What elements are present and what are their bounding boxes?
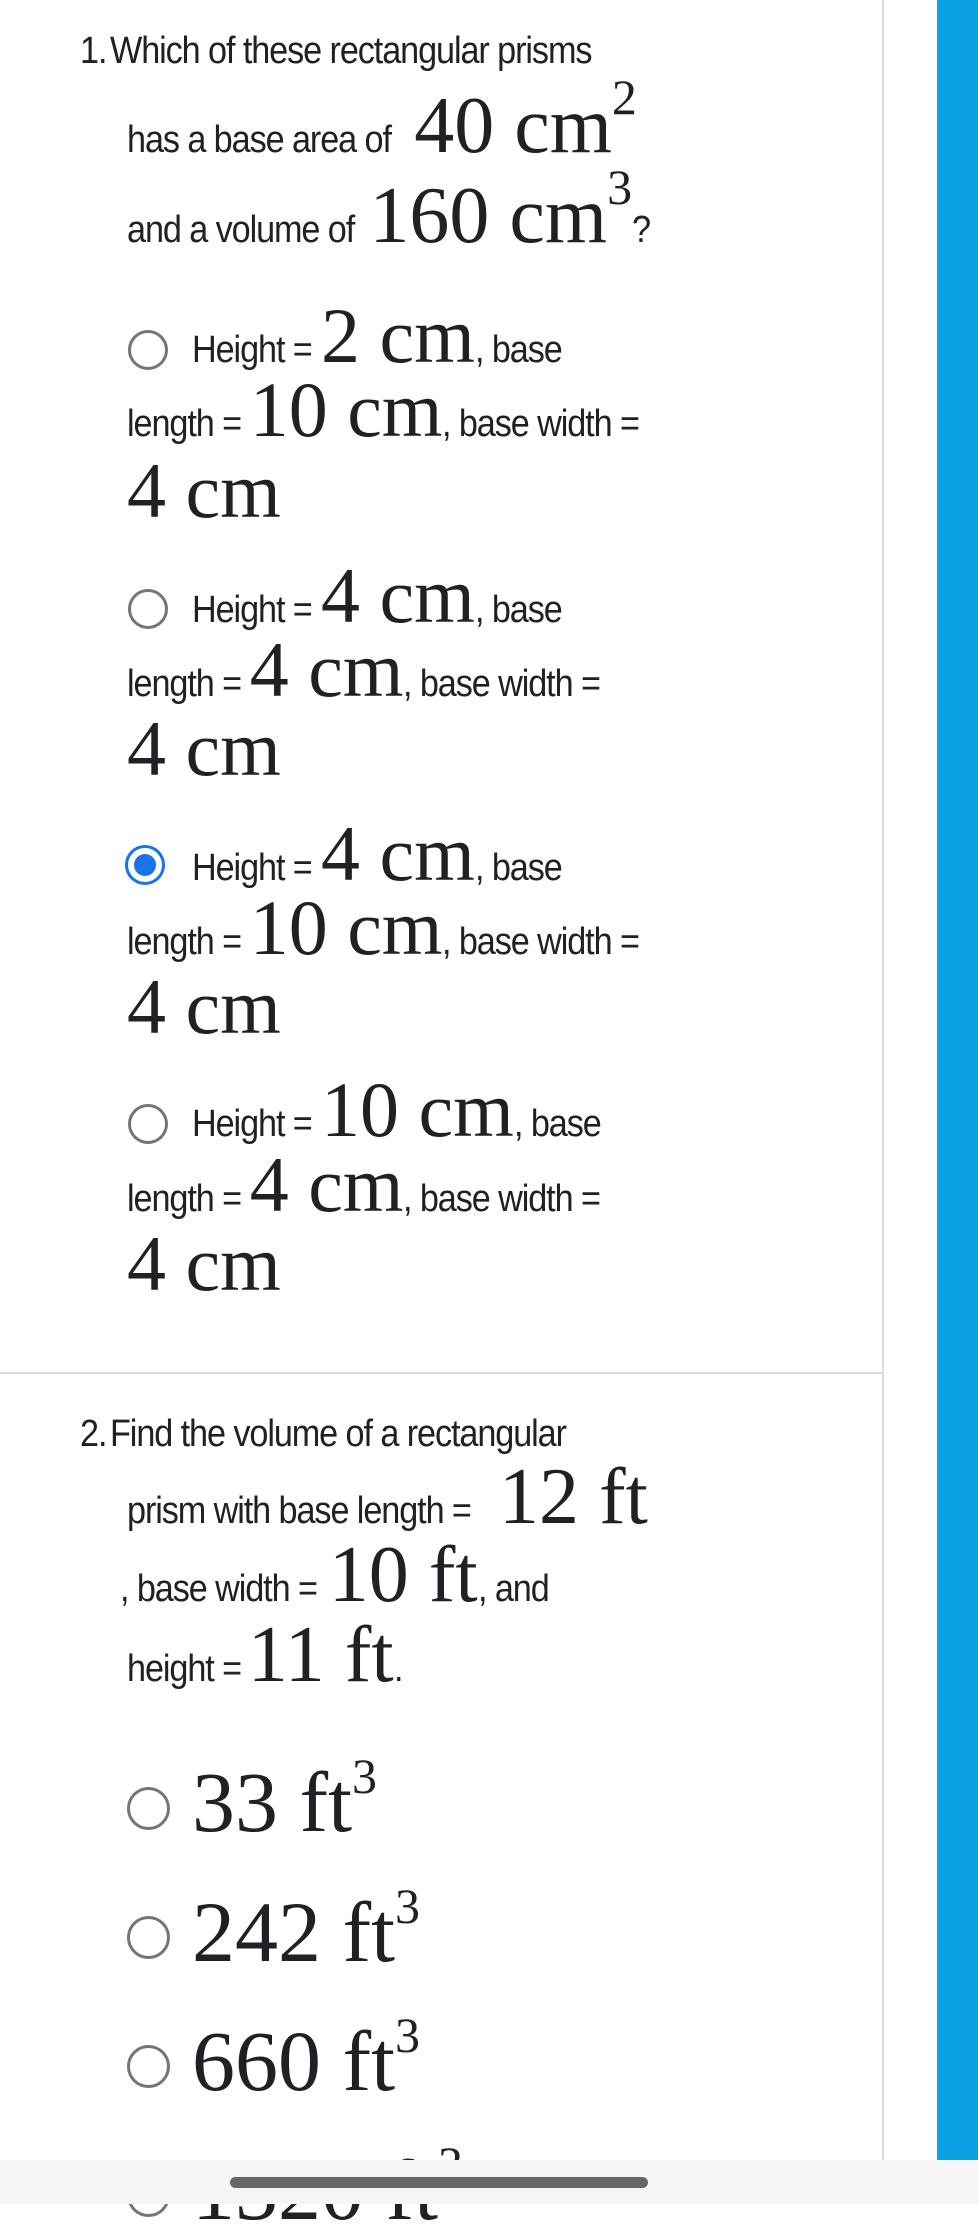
q1-option-1-radio[interactable] (128, 330, 168, 370)
q1-option-2-radio[interactable] (128, 589, 168, 629)
side-accent-bar (937, 0, 978, 2160)
home-indicator[interactable] (230, 2177, 648, 2188)
question-1-line-3: and a volume of 160 $cm^3$? (127, 159, 651, 260)
base-width-math: 10 ft (328, 1531, 478, 1619)
q1-option-3-radio-selected[interactable] (125, 845, 165, 885)
content-border (882, 0, 884, 2160)
question-1-text-3: and a volume of (127, 209, 355, 251)
q2-option-1-radio[interactable] (127, 1787, 170, 1830)
question-2-line-1: 2. Find the volume of a rectangular (80, 1413, 566, 1455)
quiz-content: 1. Which of these rectangular prisms has a base area of 40 $cm^2$ and a volume of 160 $cm^3$? Height = 2 cm, base length = 10 cm, base width = 4 cm Height = 4 cm, base length = 4 cm, base width = 4 cm Height = 4 cm, base length = 10 cm, base width = 4 cm Height = 10 cm, base length = 4 cm, base width = 4 cm 2. Find the volume of a rectangular prism with base length = 12 ft , base width = 10 ft, and height =11 ft. 33 $ft^3$ 242 $ft^3$ 660 $ft^3$ (0, 0, 883, 2160)
question-divider (0, 1372, 883, 1374)
volume-math: 160 $cm^3$ (369, 159, 633, 260)
question-1-number: 1. (80, 30, 107, 72)
base-length-math: 12 ft (499, 1453, 648, 1541)
question-2-number: 2. (80, 1413, 107, 1455)
question-2-line-4: height =11 ft. (127, 1611, 403, 1699)
q2-option-3-radio[interactable] (127, 2045, 170, 2088)
q2-option-2-radio[interactable] (127, 1916, 170, 1959)
question-1-line-1 (80, 30, 645, 73)
base-area-math: 40 $cm^2$ (414, 69, 637, 170)
question-2-line-3: , base width = 10 ft, and (120, 1531, 549, 1619)
question-2-line-2: prism with base length = 12 ft (127, 1453, 648, 1541)
height-math: 11 ft (247, 1611, 394, 1699)
question-1-line-2 (127, 69, 637, 170)
question-1-text-2: has a base area of (127, 119, 391, 161)
question-1-text-1: Which of these rectangular prisms (109, 30, 592, 72)
q1-option-4-radio[interactable] (128, 1104, 168, 1144)
